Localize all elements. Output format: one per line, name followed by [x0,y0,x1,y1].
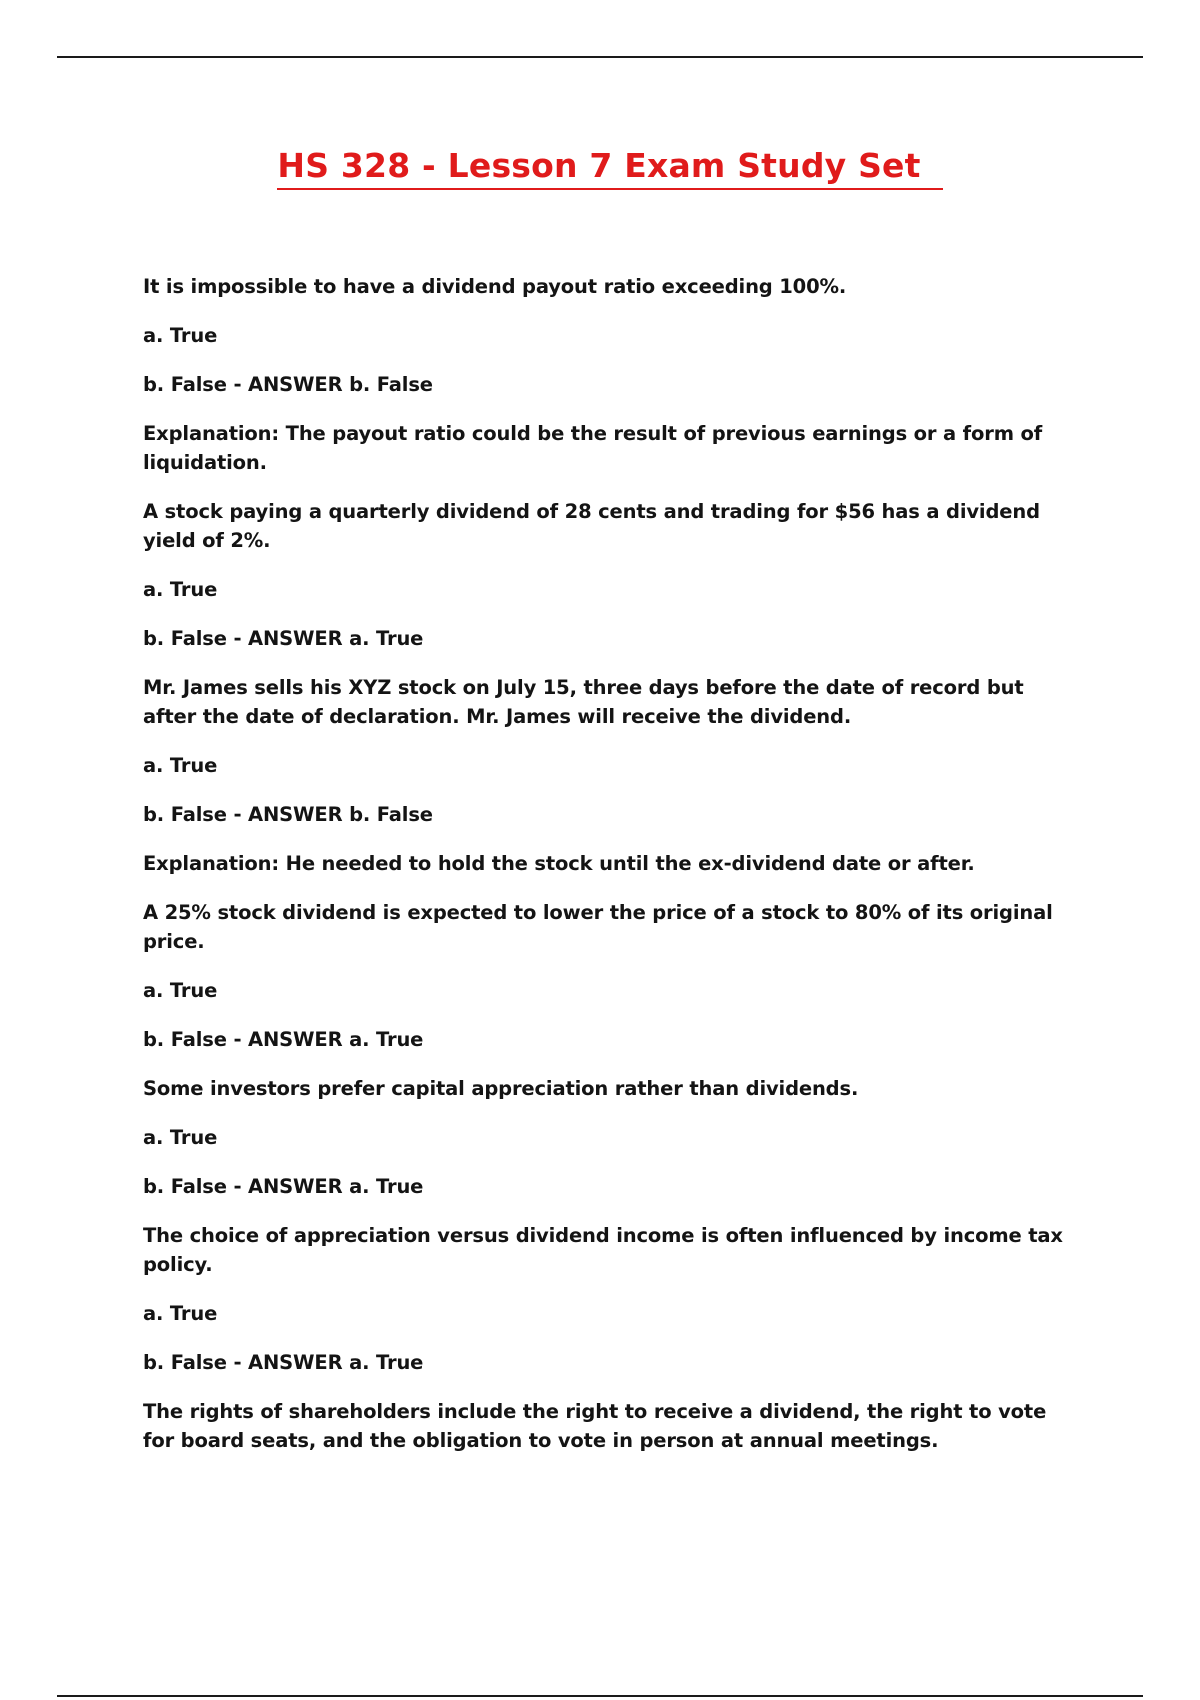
explanation-text: Explanation: He needed to hold the stock until the ex-dividend date or after. [143,852,975,875]
answer-option: a. True [143,979,218,1002]
answer-option: a. True [143,1302,218,1325]
explanation-text: Explanation: The payout ratio could be the result of previous earnings or a form of liquidation. [143,422,1043,474]
footer-rule [57,1695,1143,1697]
answer-key: b. False - ANSWER a. True [143,1175,424,1198]
answer-option: a. True [143,1126,218,1149]
question-text: A stock paying a quarterly dividend of 28 cents and trading for $56 has a dividend yield of 2%. [143,500,1040,552]
question-text: Mr. James sells his XYZ stock on July 15, three days before the date of record but after the date of declaration. Mr. James will receive the dividend. [143,676,1024,728]
page-title: HS 328 - Lesson 7 Exam Study Set [277,146,942,190]
question-text: The rights of shareholders include the right to receive a dividend, the right to vote for board seats, and the obligation to vote in person at annual meetings. [143,1400,1047,1452]
answer-option: a. True [143,754,218,777]
header-rule [57,56,1143,58]
question-text: It is impossible to have a dividend payout ratio exceeding 100%. [143,275,847,298]
question-text: The choice of appreciation versus dividend income is often influenced by income tax policy. [143,1224,1063,1276]
question-text: A 25% stock dividend is expected to lower the price of a stock to 80% of its original price. [143,901,1053,953]
title-container [0,146,1200,190]
question-text: Some investors prefer capital appreciation rather than dividends. [143,1077,859,1100]
document-body [143,272,1083,1475]
answer-key: b. False - ANSWER a. True [143,1028,424,1051]
answer-key: b. False - ANSWER a. True [143,1351,424,1374]
answer-option: a. True [143,578,218,601]
answer-key: b. False - ANSWER b. False [143,373,433,396]
answer-key: b. False - ANSWER b. False [143,803,433,826]
answer-key: b. False - ANSWER a. True [143,627,424,650]
answer-option: a. True [143,324,218,347]
